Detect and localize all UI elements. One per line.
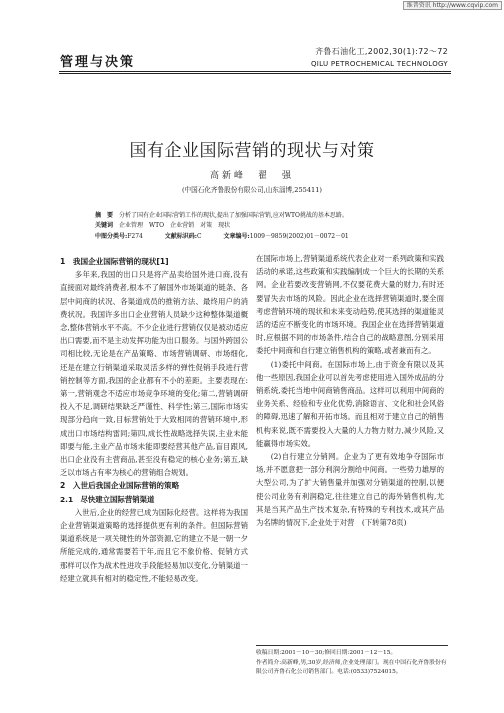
paragraph-current-status: 多年来,我国的出口只是将产品卖给国外进口商,没有直接面对最终消费者,根本不了解国外市场渠道的链条、各层中间商的状况、各渠道成员的推销方法、最终用户的消费状况。我国许多出口企业营销人员缺少这种整体渠道概念,整体营销水平不高。不少企业进行营销仅仅是被动适应出口需要,而不是主动发挥功能为出口服务。与国外跨国公司相比较,无论是在产品策略、市场营销调研、市场细化,还是在建立行销渠道采取灵活多样的弹性促销手段进行营销控制等方面,我国的企业都有不小的差距。主要表现在:第一,营销观念不适应市场竞争环境的变化;第二,营销调研投入不足,调研结果缺乏严谨性、科学性;第三,国际市场实现部分趋向一致,目标营销处于大致相同的营销环境中,形成出口市场结构雷同;第四,成长性战略选择失误,主业未能即要与能,主业产品市场未能即要经营其他产品,盲目跟风,出口企业没有主营商品,甚至没有稳定的核心业务;第五,缺乏以市场占有率为核心的营销组合规划。 — [60, 270, 248, 478]
footnote-block — [256, 645, 448, 678]
journal-info — [0, 46, 448, 68]
section-heading-1: 1 我国企业国际营销的现状[1] — [60, 257, 169, 266]
column-title: 管理与决策 — [60, 55, 136, 70]
paragraph-channel-system: 在国际市场上,营销渠道系统代表企业对一系列政策和实践活动的承诺,这些政策和实践编制成一个巨大的长期的关系网。企业若要改变营销网,不仅要花费大量的财力,有时还要冒失去市场的风险。因此企业在选择营销渠道时,要全面考虑营销环境的现状和未来变动趋势,使其选择的渠道能灵活的适应不断变化的市场环境。我国企业在选择营销渠道时,应根据不同的市场条件,结合自己的战略意图,分别采用委托中间商和自行建立销售机构的策略,或者兼而有之。 — [256, 254, 444, 356]
paragraph-intermediary: (1)委托中间商。在国际市场上,由于资金有限以及其他一些原因,我国企业可以首先考虑使用进入国外成品的分销系统,委托当地中间商销售商品。这样可以利用中间商的业务关系、经验和专业化优势,消除语言、文化和社会风俗的障碍,迅速了解和开拓市场。而且相对于建立自己的销售机构来说,既不需要投入大量的人力物力财力,减少风险,又能赢得市场实效。 — [256, 359, 444, 448]
clc-field — [95, 233, 153, 240]
right-column — [256, 252, 444, 529]
abstract-block — [95, 211, 425, 230]
keywords-line — [95, 221, 425, 231]
paragraph-channel-intro: 入世后,企业的经营已成为国际化经营。这样将为我国企业营销渠道策略的选择提供更有利的条件。但国际营销渠道系统是一项关键性的外部资源,它的建立不是一朝一夕所能完成的,通常需要若干年,而且它不象价格、促销方式那样可以作为战术性进攻手段能轻易加以变化,分销渠道一经建立就具有相对的稳定性,不能轻易改变。 — [60, 507, 248, 583]
keywords-text: 企业管理 WTO 企业营销 对策 现状 — [119, 221, 231, 229]
classification-line — [95, 231, 435, 240]
article-no-label: 文章编号: — [223, 233, 250, 240]
article-no-value: 1009－9859(2002)01－0072－01 — [249, 233, 349, 240]
clc-value: F274 — [127, 233, 143, 240]
watermark-banner: 维普资讯 http://www.cqvip.com — [403, 1, 502, 10]
footnote-author-bio: 作者简介:高新峰,男,30岁,经济师,企业处理部门。现在中国石化齐鲁股份有限公司齐鲁石化公司销售部门。电话:(0533)7524015。 — [256, 659, 447, 676]
article-title: 国有企业国际营销的现状与对策 — [129, 141, 375, 161]
top-bar — [0, 0, 504, 14]
paragraph-own-network: (2)自行建立分销网。企业为了更有效地争夺国际市场,并不愿意把一部分利润分割给中间商。一些势力雄厚的大型公司,为了扩大销售量并加强对分销渠道的控制,以便使公司业务有利润稳定,往往建立自己的海外销售机构,尤其是当其产品生产技术复杂,有特殊的专利技术,或其产品为名牌的情况下,企业处于对营 (下转第78页) — [256, 452, 444, 528]
doc-code-label: 文献标识码: — [164, 233, 197, 240]
abstract-line — [95, 211, 425, 221]
clc-label: 中图分类号: — [95, 233, 128, 240]
journal-english-name: QILU PETROCHEMICAL TECHNOLOGY — [310, 60, 448, 68]
article-no-field — [224, 233, 359, 240]
keywords-label: 关键词 — [95, 221, 114, 229]
doc-code-field — [165, 233, 212, 240]
abstract-label: 摘 要 — [95, 212, 114, 219]
footnote-received: 收稿日期:2001－10－30;修回日期:2001－12－15。 — [256, 650, 397, 656]
subsection-heading-2-1: 2.1 尽快建立国际营销渠道 — [60, 494, 155, 504]
doc-code-value: C — [196, 233, 202, 240]
header-rule-thick — [59, 71, 451, 72]
journal-citation: 齐鲁石油化工,2002,30(1):72～72 — [315, 47, 448, 56]
section-heading-2: 2 入世后我国企业国际营销的策略 — [60, 481, 180, 491]
left-column — [60, 255, 248, 585]
article-affiliation: (中国石化齐鲁股份有限公司,山东淄博,255411) — [181, 186, 322, 194]
header-rule-thin — [59, 73, 451, 74]
abstract-text: 分析了国有企业国际营销工作的现状,提出了加强国际营销,应对WTO挑战的基本思路。 — [119, 212, 348, 219]
article-authors: 高新峰 翟 强 — [209, 171, 294, 181]
